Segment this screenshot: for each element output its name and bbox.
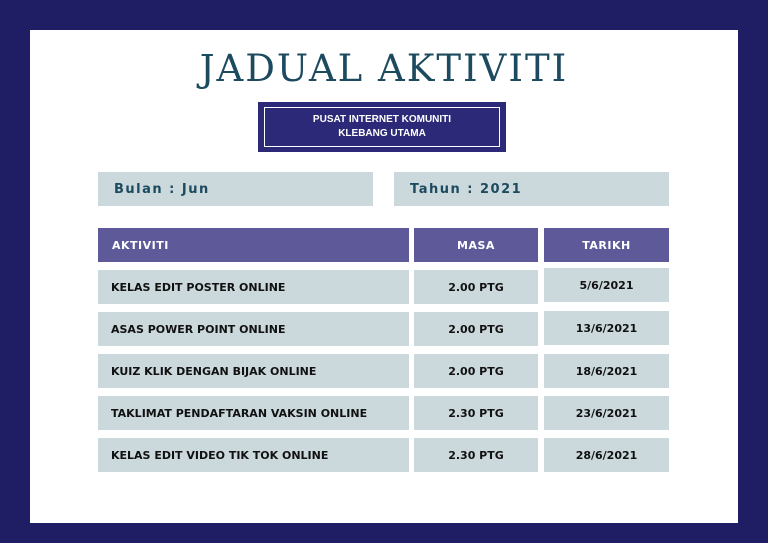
activity-cell: ASAS POWER POINT ONLINE [98, 312, 409, 346]
date-cell: 13/6/2021 [544, 311, 669, 345]
date-cell: 18/6/2021 [544, 354, 669, 388]
column-header-date: TARIKH [544, 228, 669, 262]
time-cell: 2.00 PTG [414, 270, 538, 304]
time-cell: 2.30 PTG [414, 438, 538, 472]
time-cell: 2.30 PTG [414, 396, 538, 430]
year-label: Tahun : 2021 [394, 172, 669, 206]
date-cell: 23/6/2021 [544, 396, 669, 430]
column-header-time: MASA [414, 228, 538, 262]
time-cell: 2.00 PTG [414, 354, 538, 388]
date-cell: 28/6/2021 [544, 438, 669, 472]
organization-banner [258, 102, 506, 152]
date-cell: 5/6/2021 [544, 268, 669, 302]
activity-cell: KELAS EDIT POSTER ONLINE [98, 270, 409, 304]
organization-location: KLEBANG UTAMA [338, 128, 426, 139]
organization-name: PUSAT INTERNET KOMUNITI [312, 114, 452, 125]
page-title: JADUAL AKTIVITI [199, 47, 569, 90]
activity-cell: KUIZ KLIK DENGAN BIJAK ONLINE [98, 354, 409, 388]
organization-frame [264, 107, 500, 147]
time-cell: 2.00 PTG [414, 312, 538, 346]
activity-cell: KELAS EDIT VIDEO TIK TOK ONLINE [98, 438, 409, 472]
activity-cell: TAKLIMAT PENDAFTARAN VAKSIN ONLINE [98, 396, 409, 430]
month-label: Bulan : Jun [98, 172, 373, 206]
column-header-activity: AKTIVITI [98, 228, 409, 262]
